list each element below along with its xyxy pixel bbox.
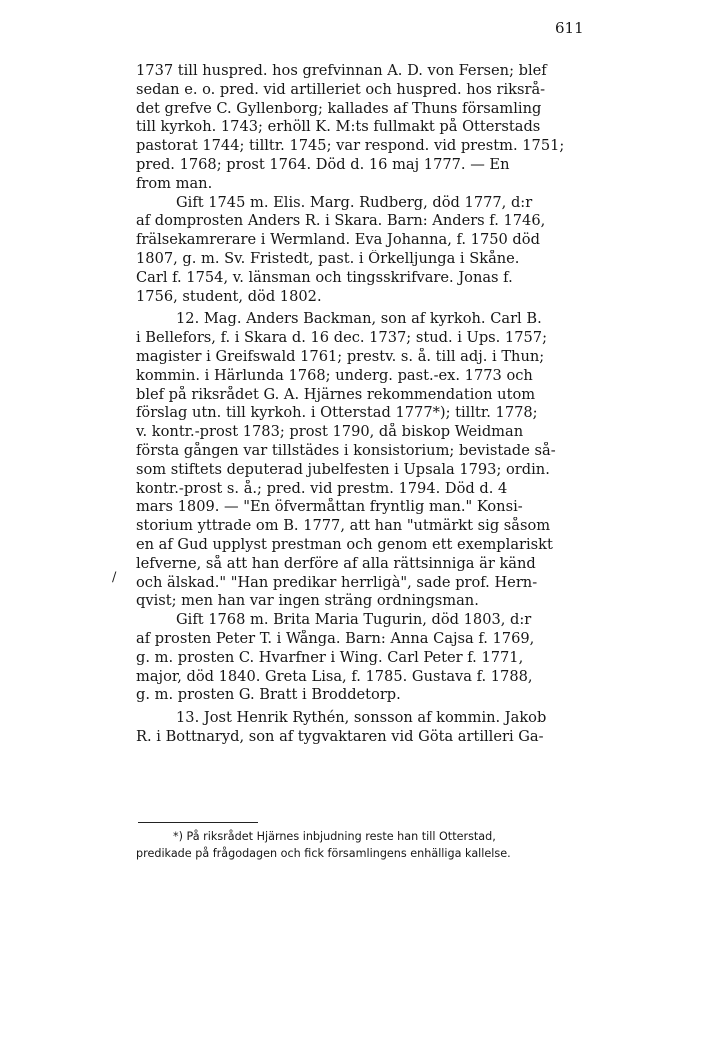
margin-mark: / <box>112 570 117 585</box>
text-line: i Bellefors, f. i Skara d. 16 dec. 1737; stud. i Ups. 1757; <box>136 329 547 347</box>
text-line: af domprosten Anders R. i Skara. Barn: Anders f. 1746, <box>136 212 546 230</box>
text-line: lefverne, så att han derföre af alla rättsinniga är känd <box>136 554 536 572</box>
text-line: en af Gud upplyst prestman och genom ett exemplariskt <box>136 535 553 553</box>
text-line: som stiftets deputerad jubelfesten i Upsala 1793; ordin. <box>136 460 550 478</box>
text-line: till kyrkoh. 1743; erhöll K. M:ts fullmakt på Otterstads <box>136 118 541 136</box>
text-line: qvist; men han var ingen sträng ordningsman. <box>136 592 479 610</box>
text-line: kontr.-prost s. å.; pred. vid prestm. 1794. Död d. 4 <box>136 479 508 497</box>
text-line: 1807, g. m. Sv. Fristedt, past. i Örkelljunga i Skåne. <box>136 249 520 267</box>
page-number: 611 <box>555 19 584 37</box>
text-line: sedan e. o. pred. vid artilleriet och huspred. hos riksrå- <box>136 80 546 98</box>
text-line: magister i Greifswald 1761; prestv. s. å. till adj. i Thun; <box>136 347 545 365</box>
entry-12-heading: 12. Mag. Anders Backman, son af kyrkoh. Carl B. <box>176 310 542 328</box>
text-line: kommin. i Härlunda 1768; underg. past.-ex. 1773 och <box>136 366 533 384</box>
footnote-line: predikade på frågodagen och fick församlingens enhälliga kallelse. <box>136 847 511 860</box>
text-line: v. kontr.-prost 1783; prost 1790, då biskop Weidman <box>136 423 524 441</box>
body-text <box>136 62 616 747</box>
text-line: R. i Bottnaryd, son af tygvaktaren vid Göta artilleri Ga- <box>136 727 544 745</box>
text-line: af prosten Peter T. i Wånga. Barn: Anna Cajsa f. 1769, <box>136 629 535 647</box>
footnote <box>136 828 616 862</box>
text-line: och älskad." "Han predikar herrligà", sade prof. Hern- <box>136 573 538 591</box>
footnote-rule <box>138 822 258 823</box>
text-line: blef på riksrådet G. A. Hjärnes rekommendation utom <box>136 385 536 403</box>
text-line: major, död 1840. Greta Lisa, f. 1785. Gustava f. 1788, <box>136 667 533 685</box>
text-line: from man. <box>136 174 213 192</box>
text-line: förslag utn. till kyrkoh. i Otterstad 1777*); tilltr. 1778; <box>136 404 538 422</box>
text-line: 1737 till huspred. hos grefvinnan A. D. von Fersen; blef <box>136 62 547 79</box>
text-line: första gången var tillstädes i konsistorium; bevistade så- <box>136 441 556 459</box>
text-line: mars 1809. — "En öfvermåttan fryntlig man." Konsi- <box>136 498 523 516</box>
text-line: 1756, student, död 1802. <box>136 287 322 305</box>
text-line: g. m. prosten G. Bratt i Broddetorp. <box>136 686 401 704</box>
text-line: det grefve C. Gyllenborg; kallades af Thuns församling <box>136 99 542 117</box>
text-line: g. m. prosten C. Hvarfner i Wing. Carl Peter f. 1771, <box>136 648 524 666</box>
paragraph-start: Gift 1745 m. Elis. Marg. Rudberg, död 1777, d:r <box>176 193 533 211</box>
text-line: Carl f. 1754, v. länsman och tingsskrifvare. Jonas f. <box>136 268 513 286</box>
text-line: frälsekamrerare i Wermland. Eva Johanna, f. 1750 död <box>136 231 540 249</box>
entry-13-heading: 13. Jost Henrik Rythén, sonsson af kommin. Jakob <box>176 709 547 727</box>
paragraph-start: Gift 1768 m. Brita Maria Tugurin, död 1803, d:r <box>176 611 532 629</box>
footnote-line: *) På riksrådet Hjärnes inbjudning reste han till Otterstad, <box>173 830 496 843</box>
text-line: pastorat 1744; tilltr. 1745; var respond. vid prestm. 1751; <box>136 137 565 155</box>
text-line: storium yttrade om B. 1777, att han "utmärkt sig såsom <box>136 517 551 535</box>
text-line: pred. 1768; prost 1764. Död d. 16 maj 1777. — En <box>136 155 510 173</box>
